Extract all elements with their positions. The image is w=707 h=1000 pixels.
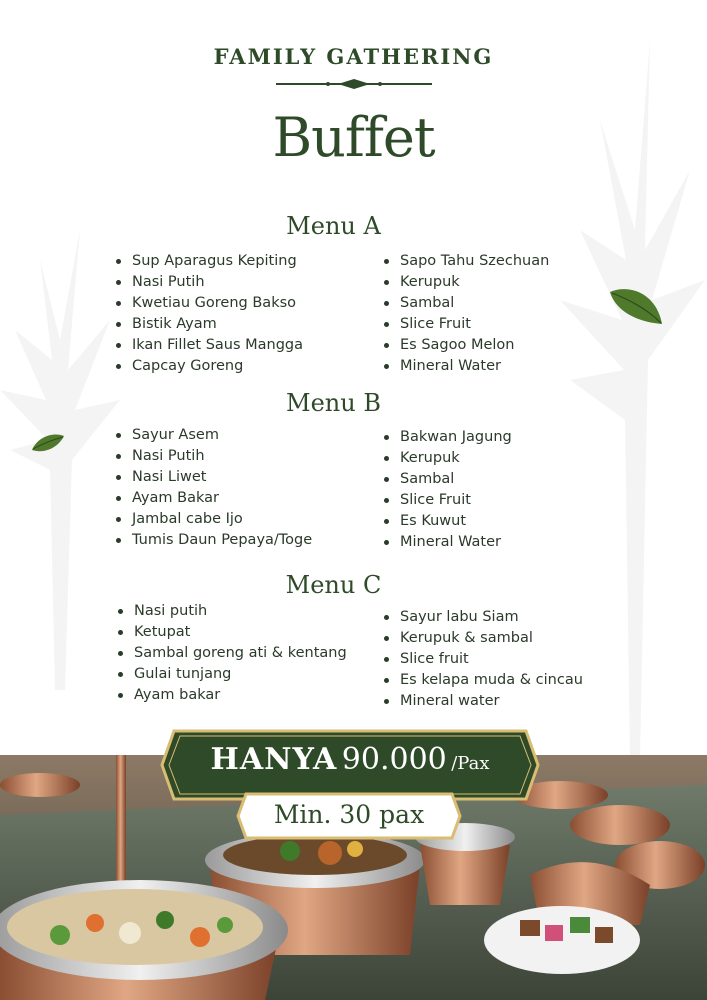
leaf-icon: [30, 432, 66, 454]
list-item: Sambal: [384, 293, 549, 314]
list-item: Ayam Bakar: [116, 488, 312, 509]
list-item: Slice Fruit: [384, 490, 512, 511]
price-unit: /Pax: [451, 753, 490, 774]
list-item: Kerupuk: [384, 272, 549, 293]
list-item: Es Kuwut: [384, 511, 512, 532]
list-item: Sambal goreng ati & kentang: [118, 643, 347, 664]
list-item: Sambal: [384, 469, 512, 490]
menu-b-right-list: [384, 427, 512, 553]
page-title: Buffet: [272, 106, 435, 169]
list-item: Mineral water: [384, 691, 583, 712]
menu-a-left-list: [116, 251, 303, 377]
list-item: Kerupuk: [384, 448, 512, 469]
list-item: Slice fruit: [384, 649, 583, 670]
menu-c-right-list: [384, 607, 583, 712]
list-item: Es kelapa muda & cincau: [384, 670, 583, 691]
list-item: Nasi Putih: [116, 272, 303, 293]
list-item: Ketupat: [118, 622, 347, 643]
divider-ornament: [276, 78, 432, 90]
list-item: Slice Fruit: [384, 314, 549, 335]
list-item: Jambal cabe Ijo: [116, 509, 312, 530]
list-item: Capcay Goreng: [116, 356, 303, 377]
list-item: Ayam bakar: [118, 685, 347, 706]
price-amount: 90.000: [341, 742, 447, 777]
list-item: Es Sagoo Melon: [384, 335, 549, 356]
list-item: Sup Aparagus Kepiting: [116, 251, 303, 272]
leaf-icon: [608, 286, 664, 326]
tree-silhouette-left: [0, 170, 130, 690]
list-item: Bakwan Jagung: [384, 427, 512, 448]
menu-c-left-list: [118, 601, 347, 706]
list-item: Ikan Fillet Saus Mangga: [116, 335, 303, 356]
list-item: Tumis Daun Pepaya/Toge: [116, 530, 312, 551]
list-item: Sayur labu Siam: [384, 607, 583, 628]
price-prefix: HANYA: [210, 742, 338, 777]
list-item: Kwetiau Goreng Bakso: [116, 293, 303, 314]
list-item: Gulai tunjang: [118, 664, 347, 685]
list-item: Nasi Putih: [116, 446, 312, 467]
price-label: [160, 742, 540, 777]
menu-c-heading: Menu C: [285, 571, 382, 599]
list-item: Sayur Asem: [116, 425, 312, 446]
list-item: Sapo Tahu Szechuan: [384, 251, 549, 272]
list-item: Mineral Water: [384, 356, 549, 377]
menu-b-left-list: [116, 425, 312, 551]
minimum-pax: Min. 30 pax: [273, 800, 425, 829]
event-subtitle: FAMILY GATHERING: [213, 44, 494, 69]
list-item: Bistik Ayam: [116, 314, 303, 335]
list-item: Mineral Water: [384, 532, 512, 553]
list-item: Kerupuk & sambal: [384, 628, 583, 649]
menu-a-heading: Menu A: [286, 212, 381, 240]
list-item: Nasi putih: [118, 601, 347, 622]
menu-a-right-list: [384, 251, 549, 377]
list-item: Nasi Liwet: [116, 467, 312, 488]
menu-b-heading: Menu B: [286, 389, 381, 417]
